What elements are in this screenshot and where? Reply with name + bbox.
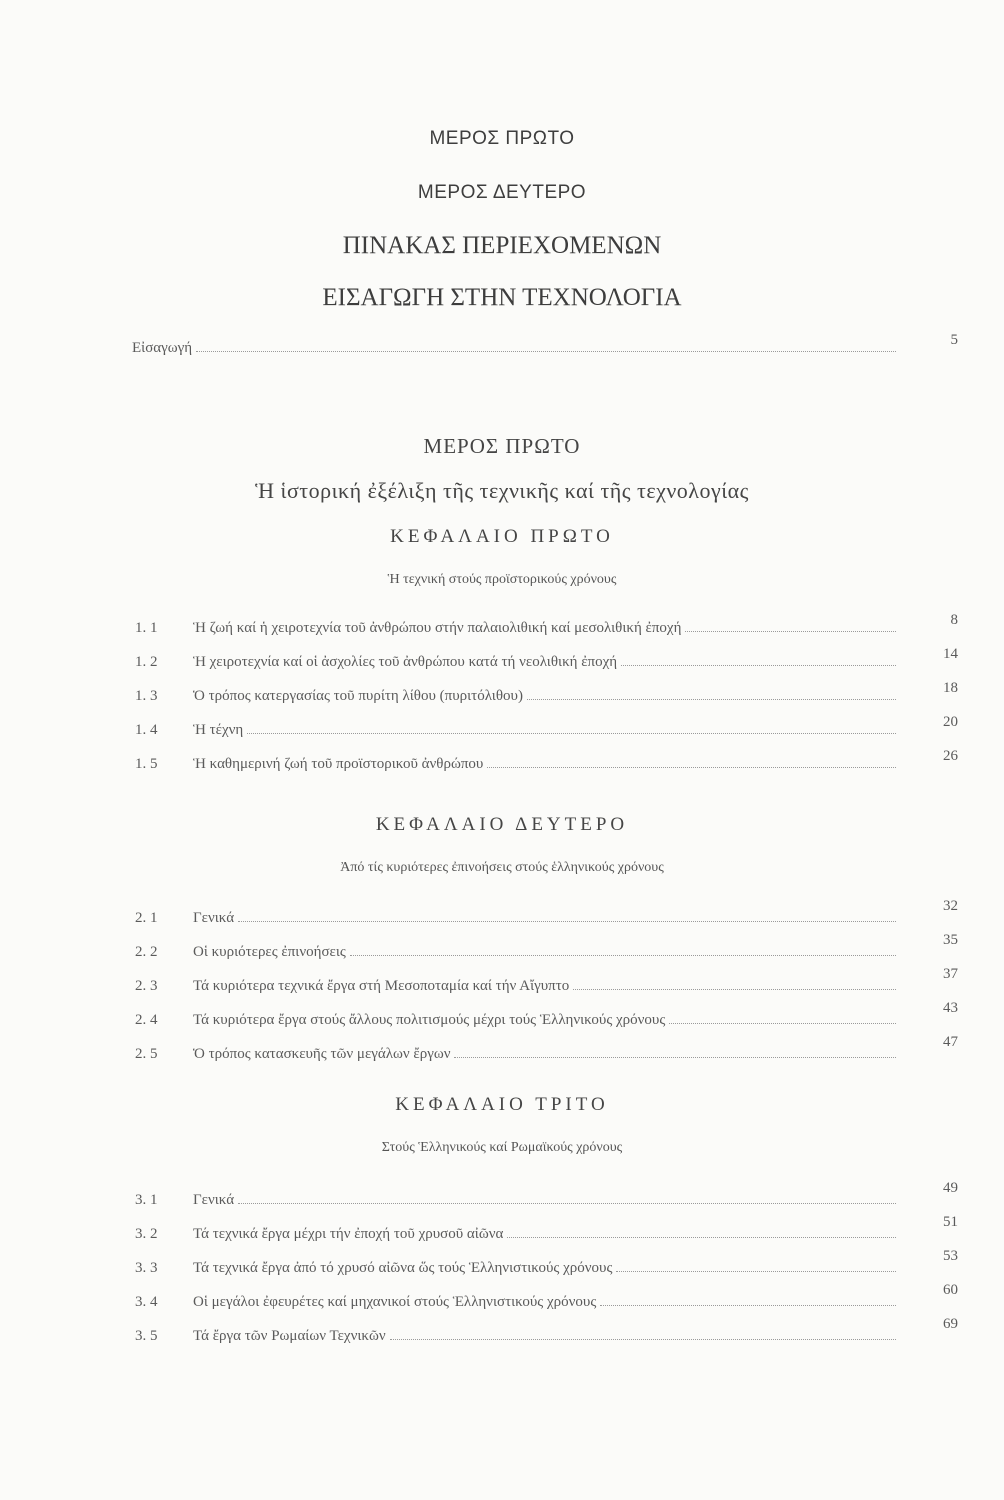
dot-leader [454,1057,896,1058]
dot-leader [350,955,896,956]
toc-entry-number: 3. 3 [135,1260,158,1276]
chapter-heading: ΚΕΦΑΛΑΙΟ ΔΕΥΤΕΡΟ [375,814,629,835]
part-heading: ΜΕΡΟΣ ΠΡΩΤΟ [423,434,581,458]
toc-entry-label: Οἱ κυριότερες ἐπινοήσεις [193,944,346,960]
toc-entry-label: Τά τεχνικά ἔργα ἀπό τό χρυσό αἰῶνα ὥς τούς Ἑλληνιστικούς χρόνους [193,1260,613,1276]
toc-entry[interactable] [135,1012,902,1029]
toc-entry-page: 20 [943,714,958,730]
toc-entry-page: 47 [943,1034,958,1050]
toc-entry-page: 51 [943,1214,958,1230]
dot-leader [685,631,896,632]
toc-entry-label: Τά κυριότερα ἔργα στούς ἄλλους πολιτισμούς μέχρι τούς Ἑλληνικούς χρόνους [193,1012,666,1028]
dot-leader [600,1305,896,1306]
toc-entry-page: 8 [950,612,958,628]
toc-entry-page: 35 [943,932,958,948]
toc-entry-label: Εἰσαγωγή [132,340,193,356]
dot-leader [247,733,896,734]
toc-entry-number: 1. 5 [135,756,158,772]
toc-entry-label: Γενικά [193,910,235,926]
toc-entry[interactable] [135,1328,902,1345]
chapter-subtitle: Ἡ τεχνική στούς προϊστορικούς χρόνους [387,572,617,587]
book-title: ΕΙΣΑΓΩΓΗ ΣΤΗΝ ΤΕΧΝΟΛΟΓΙΑ [322,284,682,311]
ghost-heading-part-one: ΜΕΡΟΣ ΠΡΩΤΟ [429,128,575,149]
toc-entry[interactable] [135,910,902,927]
toc-entry[interactable] [135,654,902,671]
dot-leader [196,351,896,352]
dot-leader [487,767,896,768]
toc-entry-label: Γενικά [193,1192,235,1208]
toc-entry-label: Ἡ τέχνη [193,722,244,738]
toc-entry-label: Οἱ μεγάλοι ἐφευρέτες καί μηχανικοί στούς Ἑλληνιστικούς χρόνους [193,1294,597,1310]
chapter-heading: ΚΕΦΑΛΑΙΟ ΤΡΙΤΟ [395,1094,609,1115]
dot-leader [573,989,896,990]
toc-entry[interactable] [135,688,902,705]
toc-entry-number: 1. 1 [135,620,158,636]
toc-entry-number: 1. 2 [135,654,158,670]
toc-entry-number: 2. 3 [135,978,158,994]
toc-entry-number: 1. 4 [135,722,158,738]
dot-leader [621,665,896,666]
toc-entry-label: Ὁ τρόπος κατασκευῆς τῶν μεγάλων ἔργων [193,1046,451,1062]
toc-entry-label: Τά ἔργα τῶν Ρωμαίων Τεχνικῶν [193,1328,386,1344]
dot-leader [238,921,896,922]
toc-entry-page: 37 [943,966,958,982]
toc-entry-page: 26 [943,748,958,764]
dot-leader [669,1023,896,1024]
dot-leader [390,1339,896,1340]
toc-entry-label: Ἡ ζωή καί ἡ χειροτεχνία τοῦ ἀνθρώπου στήν παλαιολιθική καί μεσολιθική ἐποχή [193,620,682,636]
toc-entry-label: Ἡ χειροτεχνία καί οἱ ἀσχολίες τοῦ ἀνθρώπου κατά τή νεολιθική ἐποχή [193,654,618,670]
chapter-heading: ΚΕΦΑΛΑΙΟ ΠΡΩΤΟ [390,526,614,547]
toc-entry-page: 18 [943,680,958,696]
toc-entry-number: 3. 4 [135,1294,158,1310]
part-subtitle: Ἡ ἱστορική ἐξέλιξη τῆς τεχνικῆς καί τῆς τεχνολογίας [255,478,749,503]
ghost-heading-part-two: ΜΕΡΟΣ ΔΕΥΤΕΡΟ [417,182,587,203]
toc-entry-number: 2. 1 [135,910,158,926]
toc-entry-label: Τά τεχνικά ἔργα μέχρι τήν ἐποχή τοῦ χρυσοῦ αἰῶνα [193,1226,504,1242]
toc-entry[interactable] [135,1192,902,1209]
dot-leader [238,1203,896,1204]
toc-entry-page: 60 [943,1282,958,1298]
toc-entry-intro[interactable] [132,340,902,357]
toc-entry-page: 43 [943,1000,958,1016]
toc-entry-number: 2. 5 [135,1046,158,1062]
toc-entry-label: Ἡ καθημερινή ζωή τοῦ προϊστορικοῦ ἀνθρώπου [193,756,484,772]
toc-entry[interactable] [135,756,902,773]
toc-entry-number: 2. 4 [135,1012,158,1028]
toc-entry-number: 3. 5 [135,1328,158,1344]
toc-entry-label: Τά κυριότερα τεχνικά ἔργα στή Μεσοποταμία καί τήν Αἴγυπτο [193,978,570,994]
chapter-subtitle: Στούς Ἑλληνικούς καί Ρωμαϊκούς χρόνους [381,1140,623,1155]
toc-entry-page: 32 [943,898,958,914]
toc-entry[interactable] [135,944,902,961]
toc-entry-page: 69 [943,1316,958,1332]
toc-entry[interactable] [135,978,902,995]
toc-entry[interactable] [135,722,902,739]
toc-entry-label: Ὁ τρόπος κατεργασίας τοῦ πυρίτη λίθου (πυριτόλιθου) [193,688,523,704]
toc-entry-number: 2. 2 [135,944,158,960]
toc-entry[interactable] [135,1226,902,1243]
toc-entry[interactable] [135,1260,902,1277]
chapter-subtitle: Ἀπό τίς κυριότερες ἐπινοήσεις στούς ἑλληνικούς χρόνους [340,860,664,875]
dot-leader [507,1237,896,1238]
toc-entry-page: 5 [950,332,958,348]
toc-entry[interactable] [135,1294,902,1311]
dot-leader [616,1271,896,1272]
toc-entry-number: 3. 1 [135,1192,158,1208]
toc-entry[interactable] [135,1046,902,1063]
toc-entry-page: 14 [943,646,958,662]
toc-title: ΠΙΝΑΚΑΣ ΠΕΡΙΕΧΟΜΕΝΩΝ [342,232,662,259]
toc-entry[interactable] [135,620,902,637]
toc-entry-number: 3. 2 [135,1226,158,1242]
dot-leader [527,699,896,700]
toc-entry-page: 49 [943,1180,958,1196]
toc-entry-page: 53 [943,1248,958,1264]
toc-entry-number: 1. 3 [135,688,158,704]
